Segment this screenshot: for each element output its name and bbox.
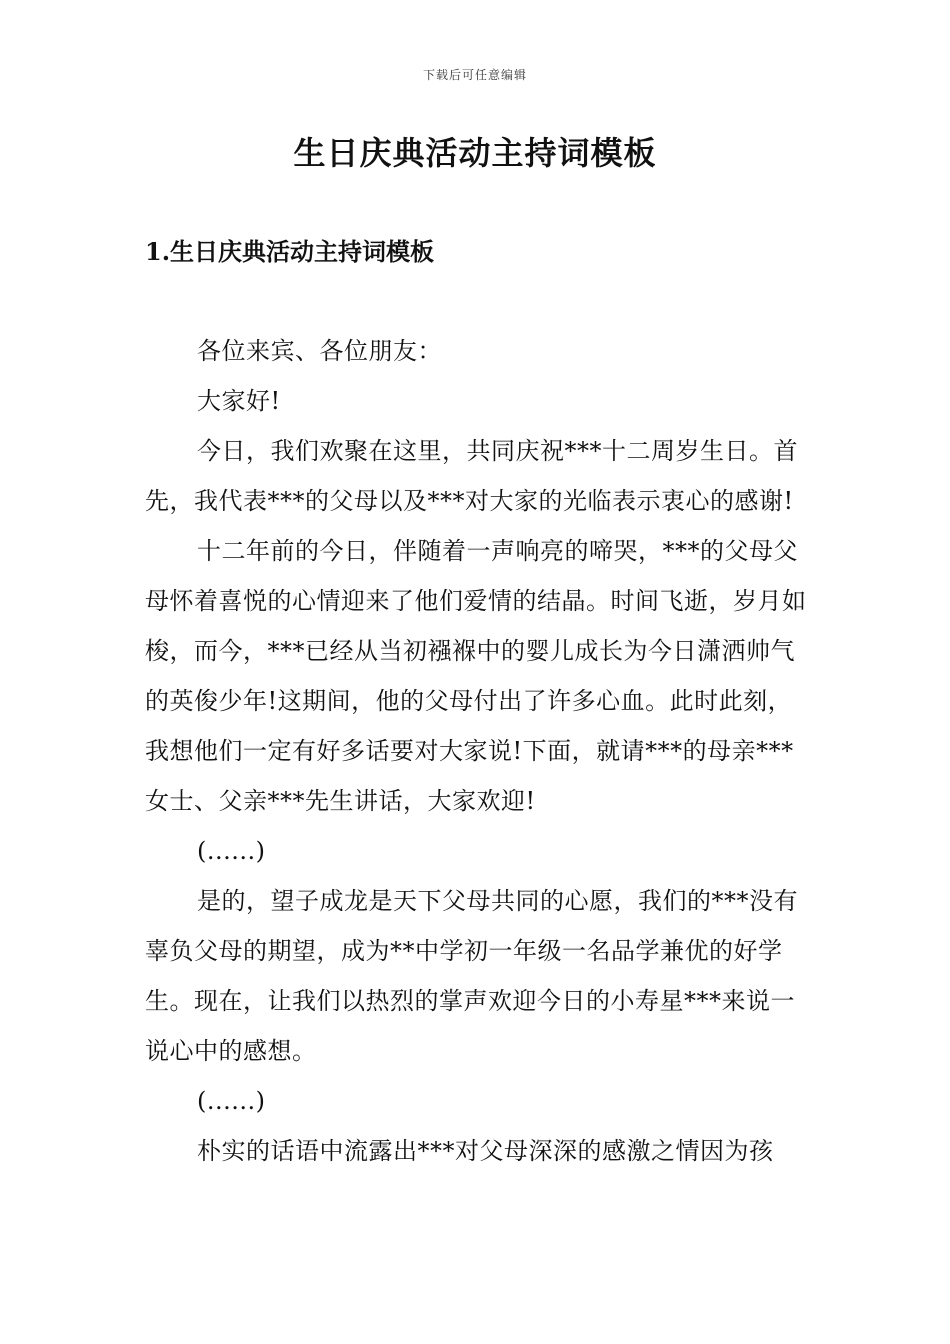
paragraph-ellipsis-1: (......) bbox=[197, 837, 266, 865]
paragraph-welcome: 今日，我们欢聚在这里，共同庆祝***十二周岁生日。首先，我代表***的父母以及***对大家的光临表示衷心的感谢! bbox=[145, 437, 798, 515]
paragraph-greeting: 各位来宾、各位朋友： bbox=[197, 337, 442, 365]
body-text bbox=[145, 326, 815, 1176]
paragraph-parents: 十二年前的今日，伴随着一声响亮的啼哭，***的父母父母怀着喜悦的心情迎来了他们爱情的结晶。时间飞逝，岁月如梭，而今，***已经从当初襁褓中的婴儿成长为今日潇洒帅气的英俊少年!这期间，他的父母付出了许多心血。此时此刻，我想他们一定有好多话要对大家说!下面，就请***的母亲***女士、父亲***先生讲话，大家欢迎! bbox=[145, 537, 807, 815]
paragraph-ellipsis-2: (......) bbox=[197, 1087, 266, 1115]
paragraph-gratitude: 朴实的话语中流露出***对父母深深的感激之情因为孩 bbox=[197, 1137, 774, 1165]
document-title: 生日庆典活动主持词模板 bbox=[293, 134, 657, 172]
paragraph-student: 是的，望子成龙是天下父母共同的心愿，我们的***没有辜负父母的期望，成为**中学初一年级一名品学兼优的好学生。现在，让我们以热烈的掌声欢迎今日的小寿星***来说一说心中的感想。 bbox=[145, 887, 798, 1065]
paragraph-hello: 大家好! bbox=[197, 387, 281, 415]
header-note: 下载后可任意编辑 bbox=[422, 68, 527, 82]
section-heading: 1.生日庆典活动主持词模板 bbox=[145, 237, 435, 266]
